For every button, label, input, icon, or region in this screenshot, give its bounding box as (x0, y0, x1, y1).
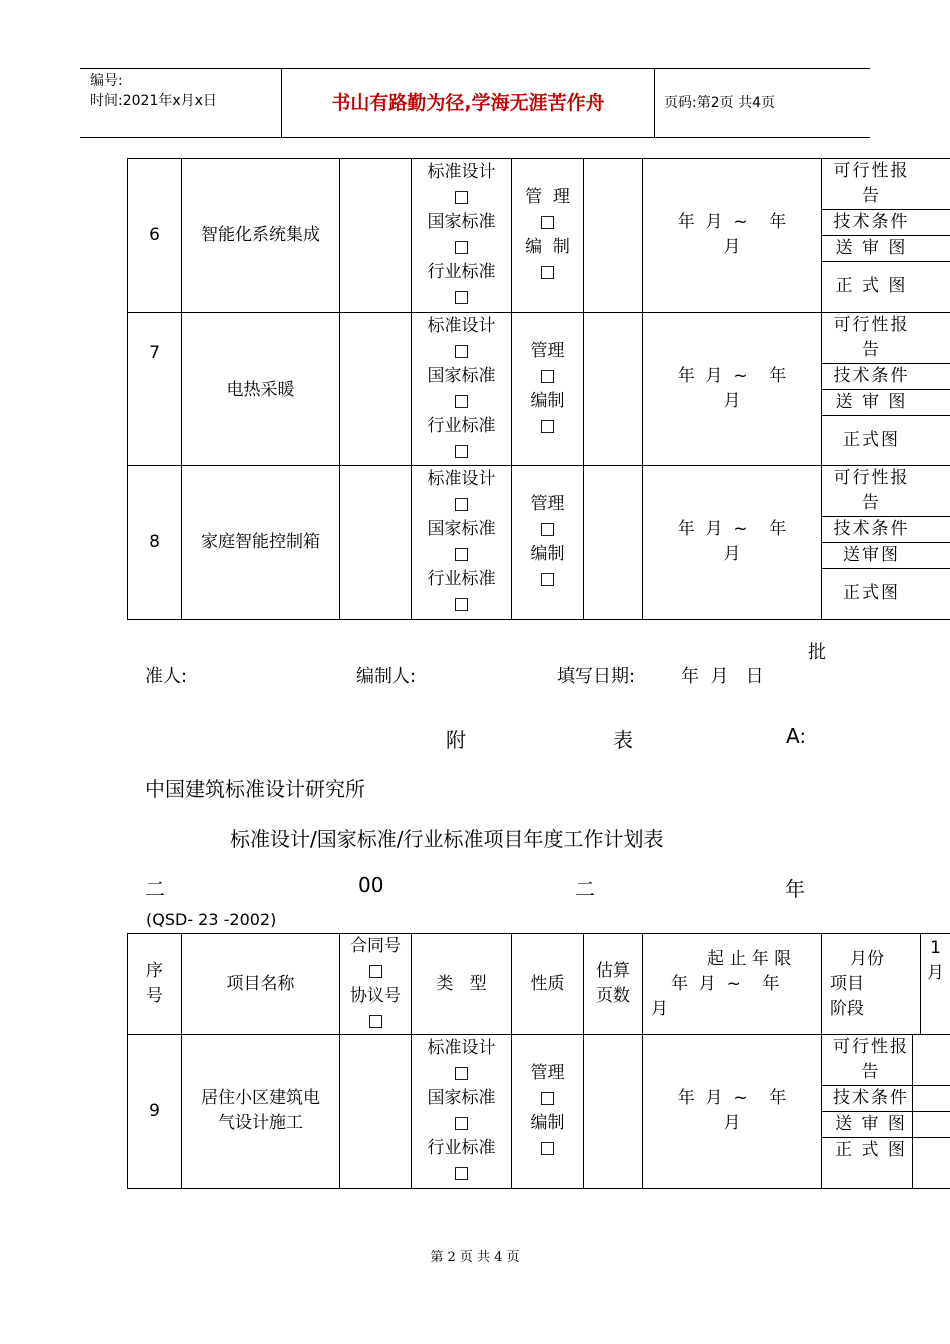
row-no: 8 (128, 466, 182, 620)
stage-cell: 技术条件 (822, 210, 913, 236)
stage-cell: 可行性报告 (822, 1035, 913, 1086)
fill-date-fields: 年 月 日 (681, 666, 764, 687)
header-month: 1 月 (921, 934, 950, 1035)
header-stage: 月份 项目 阶段 (822, 934, 921, 1035)
stage-cell: 技术条件 (822, 363, 913, 389)
approve-prefix: 批 (808, 642, 826, 663)
header-page-info: 页码:第2页 共4页 (664, 95, 775, 111)
row-period: 年 月 ~ 年 月 (643, 159, 822, 313)
fill-date-label: 填写日期: (557, 666, 636, 687)
table-row (128, 1035, 950, 1189)
time-label: 时间:2021年x月x日 (90, 93, 217, 109)
plan-table (127, 933, 950, 1189)
stage-cell: 正式图 (843, 429, 900, 450)
editor-label: 编制人: (356, 666, 417, 687)
stage-cell: 技术条件 (822, 517, 913, 543)
doc-title: 标准设计/国家标准/行业标准项目年度工作计划表 (230, 827, 664, 851)
stage-cell: 技术条件 (822, 1086, 913, 1112)
table-row (128, 312, 950, 466)
header-no: 序 号 (128, 934, 182, 1035)
table-row (128, 466, 950, 620)
stage-cell: 正式图 (843, 583, 900, 604)
row-nature: 管理 □ 编制 □ (512, 1035, 584, 1189)
row-pages (584, 159, 643, 313)
row-nature: 管 理 □ 编 制 □ (512, 159, 584, 313)
org-name: 中国建筑标准设计研究所 (145, 777, 365, 801)
attachment-a: A: (786, 724, 807, 748)
year-part-4: 年 (785, 877, 805, 901)
header-type: 类 型 (412, 934, 512, 1035)
stage-cell: 送 审 图 (822, 389, 913, 415)
stage-cell: 可行性报告 (822, 466, 913, 517)
year-part-2: 00 (358, 873, 384, 897)
stage-cell: 正 式 图 (835, 276, 908, 297)
header-motto: 书山有路勤为径,学海无涯苦作舟 (282, 69, 655, 137)
table-row (128, 159, 950, 313)
row-types: 标准设计 □ 国家标准 □ 行业标准 □ (412, 466, 512, 620)
row-name: 家庭智能控制箱 (182, 466, 340, 620)
row-contract (340, 159, 412, 313)
row-stages (822, 312, 950, 466)
row-contract (340, 1035, 412, 1189)
doc-code: (QSD- 23 -2002) (146, 910, 277, 929)
header-period: 起 止 年 限 年 月 ~ 年 月 (643, 934, 822, 1035)
row-contract (340, 312, 412, 466)
row-nature: 管理 □ 编制 □ (512, 466, 584, 620)
stage-cell: 送 审 图 (822, 1112, 913, 1138)
header-contract: 合同号 □ 协议号 □ (340, 934, 412, 1035)
attachment-biao: 表 (613, 728, 633, 752)
row-period: 年 月 ~ 年 月 (643, 1035, 822, 1189)
plan-table-continued (127, 158, 950, 620)
row-name: 智能化系统集成 (182, 159, 340, 313)
page-header (80, 68, 870, 138)
row-no: 9 (128, 1035, 182, 1189)
number-label: 编号: (90, 73, 123, 89)
row-stages (822, 159, 950, 313)
row-contract (340, 466, 412, 620)
header-nature: 性质 (512, 934, 584, 1035)
stage-cell: 可行性报告 (822, 159, 913, 210)
row-no: 7 (128, 312, 182, 466)
row-pages (584, 312, 643, 466)
attachment-fu: 附 (446, 728, 466, 752)
row-stages (822, 1035, 950, 1189)
row-types: 标准设计 □ 国家标准 □ 行业标准 □ (412, 1035, 512, 1189)
stage-cell: 可行性报告 (822, 313, 913, 364)
stage-cell: 送审图 (822, 543, 913, 569)
row-name: 电热采暖 (182, 312, 340, 466)
year-part-3: 二 (575, 877, 595, 901)
header-pages: 估算 页数 (584, 934, 643, 1035)
row-period: 年 月 ~ 年 月 (643, 466, 822, 620)
row-stages (822, 466, 950, 620)
row-no: 6 (128, 159, 182, 313)
header-name: 项目名称 (182, 934, 340, 1035)
approver-label: 准人: (145, 666, 188, 687)
table-header-row (128, 934, 950, 1035)
row-nature: 管理 □ 编制 □ (512, 312, 584, 466)
row-types: 标准设计 □ 国家标准 □ 行业标准 □ (412, 159, 512, 313)
row-pages (584, 1035, 643, 1189)
row-pages (584, 466, 643, 620)
year-part-1: 二 (145, 877, 165, 901)
row-types: 标准设计 □ 国家标准 □ 行业标准 □ (412, 312, 512, 466)
page-footer: 第 2 页 共 4 页 (430, 1250, 520, 1265)
row-period: 年 月 ~ 年 月 (643, 312, 822, 466)
stage-cell: 送 审 图 (822, 236, 913, 262)
row-name: 居住小区建筑电 气设计施工 (182, 1035, 340, 1189)
stage-cell: 正 式 图 (835, 1140, 907, 1160)
header-meta (80, 69, 282, 137)
